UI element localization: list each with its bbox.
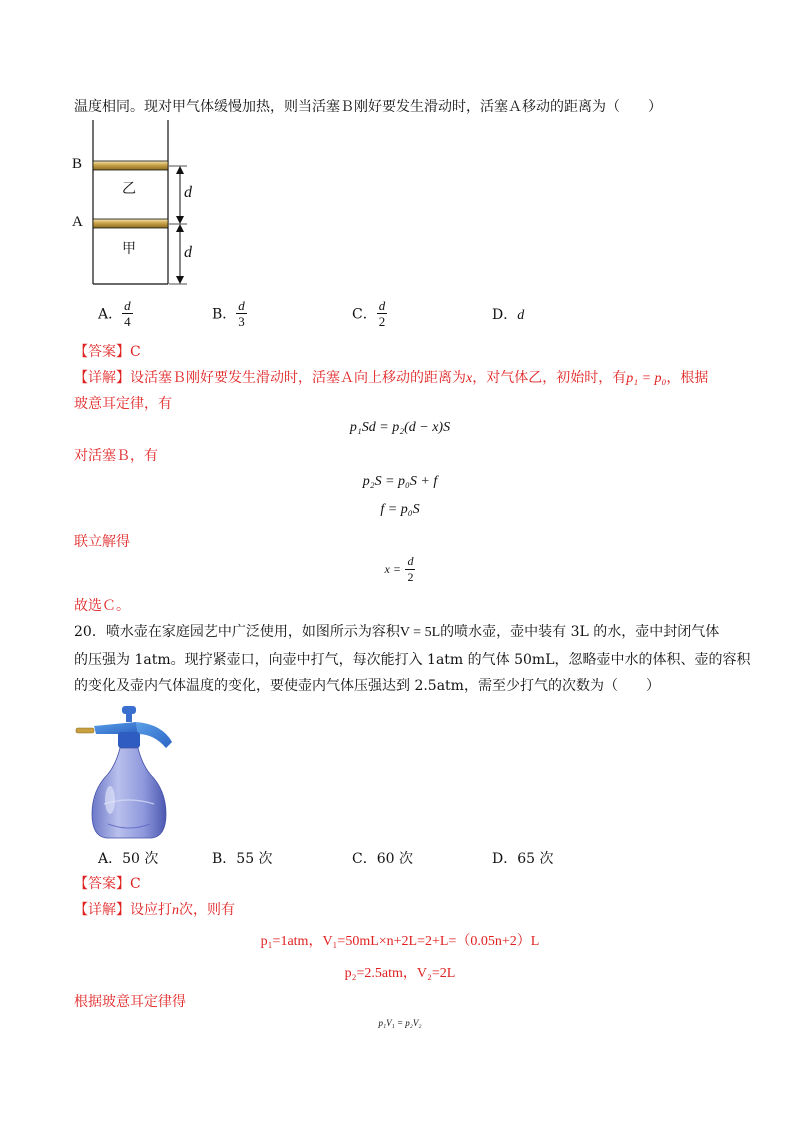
q20-law-text: 根据玻意耳定律得: [74, 994, 186, 1010]
q19-solve-text: 联立解得: [74, 534, 130, 550]
spray-bottle-image: [74, 704, 184, 844]
q20-stem-line1: 20．喷水壶在家庭园艺中广泛使用，如图所示为容积V = 5L的喷水壶，壶中装有 3L 的水，壶中封闭气体: [74, 624, 720, 640]
q20-equation-3: p₁V₁ = p₂V₂: [378, 1018, 422, 1028]
dim-label-lower: d: [184, 244, 192, 261]
q19-equation-4: x = $\frac{d}{2}$: [384, 554, 414, 584]
q20-option-b[interactable]: B．55 次: [212, 851, 273, 867]
q20-answer: 【答案】C: [74, 876, 141, 892]
q19-answer: 【答案】C: [74, 344, 141, 360]
cylinder-diagram: [70, 120, 200, 290]
piston-b: [93, 161, 168, 170]
q20-equation-2: p₂=2.5atm，V₂=2L: [344, 966, 456, 981]
q20-option-c[interactable]: C．60 次: [352, 851, 413, 867]
q19-detail-line2: 玻意耳定律，有: [74, 396, 172, 412]
q19-detail-line1: 【详解】设活塞Ｂ刚好要发生滑动时，活塞Ａ向上移动的距离为x，对气体乙，初始时，有p₁ = p₀，根据: [74, 370, 709, 386]
label-piston-b: B: [72, 156, 83, 172]
q20-stem-line3: 的变化及壶内气体温度的变化，要使壶内气体压强达到 2.5atm，需至少打气的次数为（ ）: [74, 678, 660, 694]
q19-conclusion: 故选Ｃ。: [74, 598, 130, 614]
q19-option-b[interactable]: B． $\frac{d}{3}$: [212, 298, 245, 329]
spray-bottle-illustration: [74, 704, 184, 844]
q19-equation-3: f = p₀S: [380, 502, 420, 517]
q19-stem-tail: 温度相同。现对甲气体缓慢加热，则当活塞Ｂ刚好要发生滑动时，活塞Ａ移动的距离为（ ）: [74, 99, 662, 115]
q19-option-d[interactable]: D．d: [492, 307, 525, 323]
q20-option-d[interactable]: D．65 次: [492, 851, 554, 867]
piston-a: [93, 219, 168, 228]
q20-stem-line2: 的压强为 1atm。现拧紧壶口，向壶中打气，每次能打入 1atm 的气体 50mL，忽略壶中水的体积、壶的容积: [74, 652, 751, 668]
q19-equation-1: p₁Sd = p₂(d − x)S: [349, 420, 451, 435]
piston-cylinder-figure: [70, 120, 200, 290]
label-gas-lower: 甲: [122, 241, 136, 257]
q19-option-c[interactable]: C． $\frac{d}{2}$: [352, 298, 386, 329]
q19-equation-2: p₂S = p₀S + f: [362, 474, 438, 489]
label-gas-upper: 乙: [122, 181, 136, 197]
q20-detail-line1: 【详解】设应打n次，则有: [74, 902, 235, 918]
label-piston-a: A: [72, 214, 83, 230]
q20-option-a[interactable]: A．50 次: [98, 851, 159, 867]
q20-equation-1: p₁=1atm，V₁=50mL×n+2L=2+L=（0.05n+2）L: [260, 934, 540, 949]
dim-label-upper: d: [184, 184, 192, 201]
q19-option-a[interactable]: A． $\frac{d}{4}$: [98, 298, 131, 329]
q19-piston-b-text: 对活塞Ｂ，有: [74, 448, 158, 464]
